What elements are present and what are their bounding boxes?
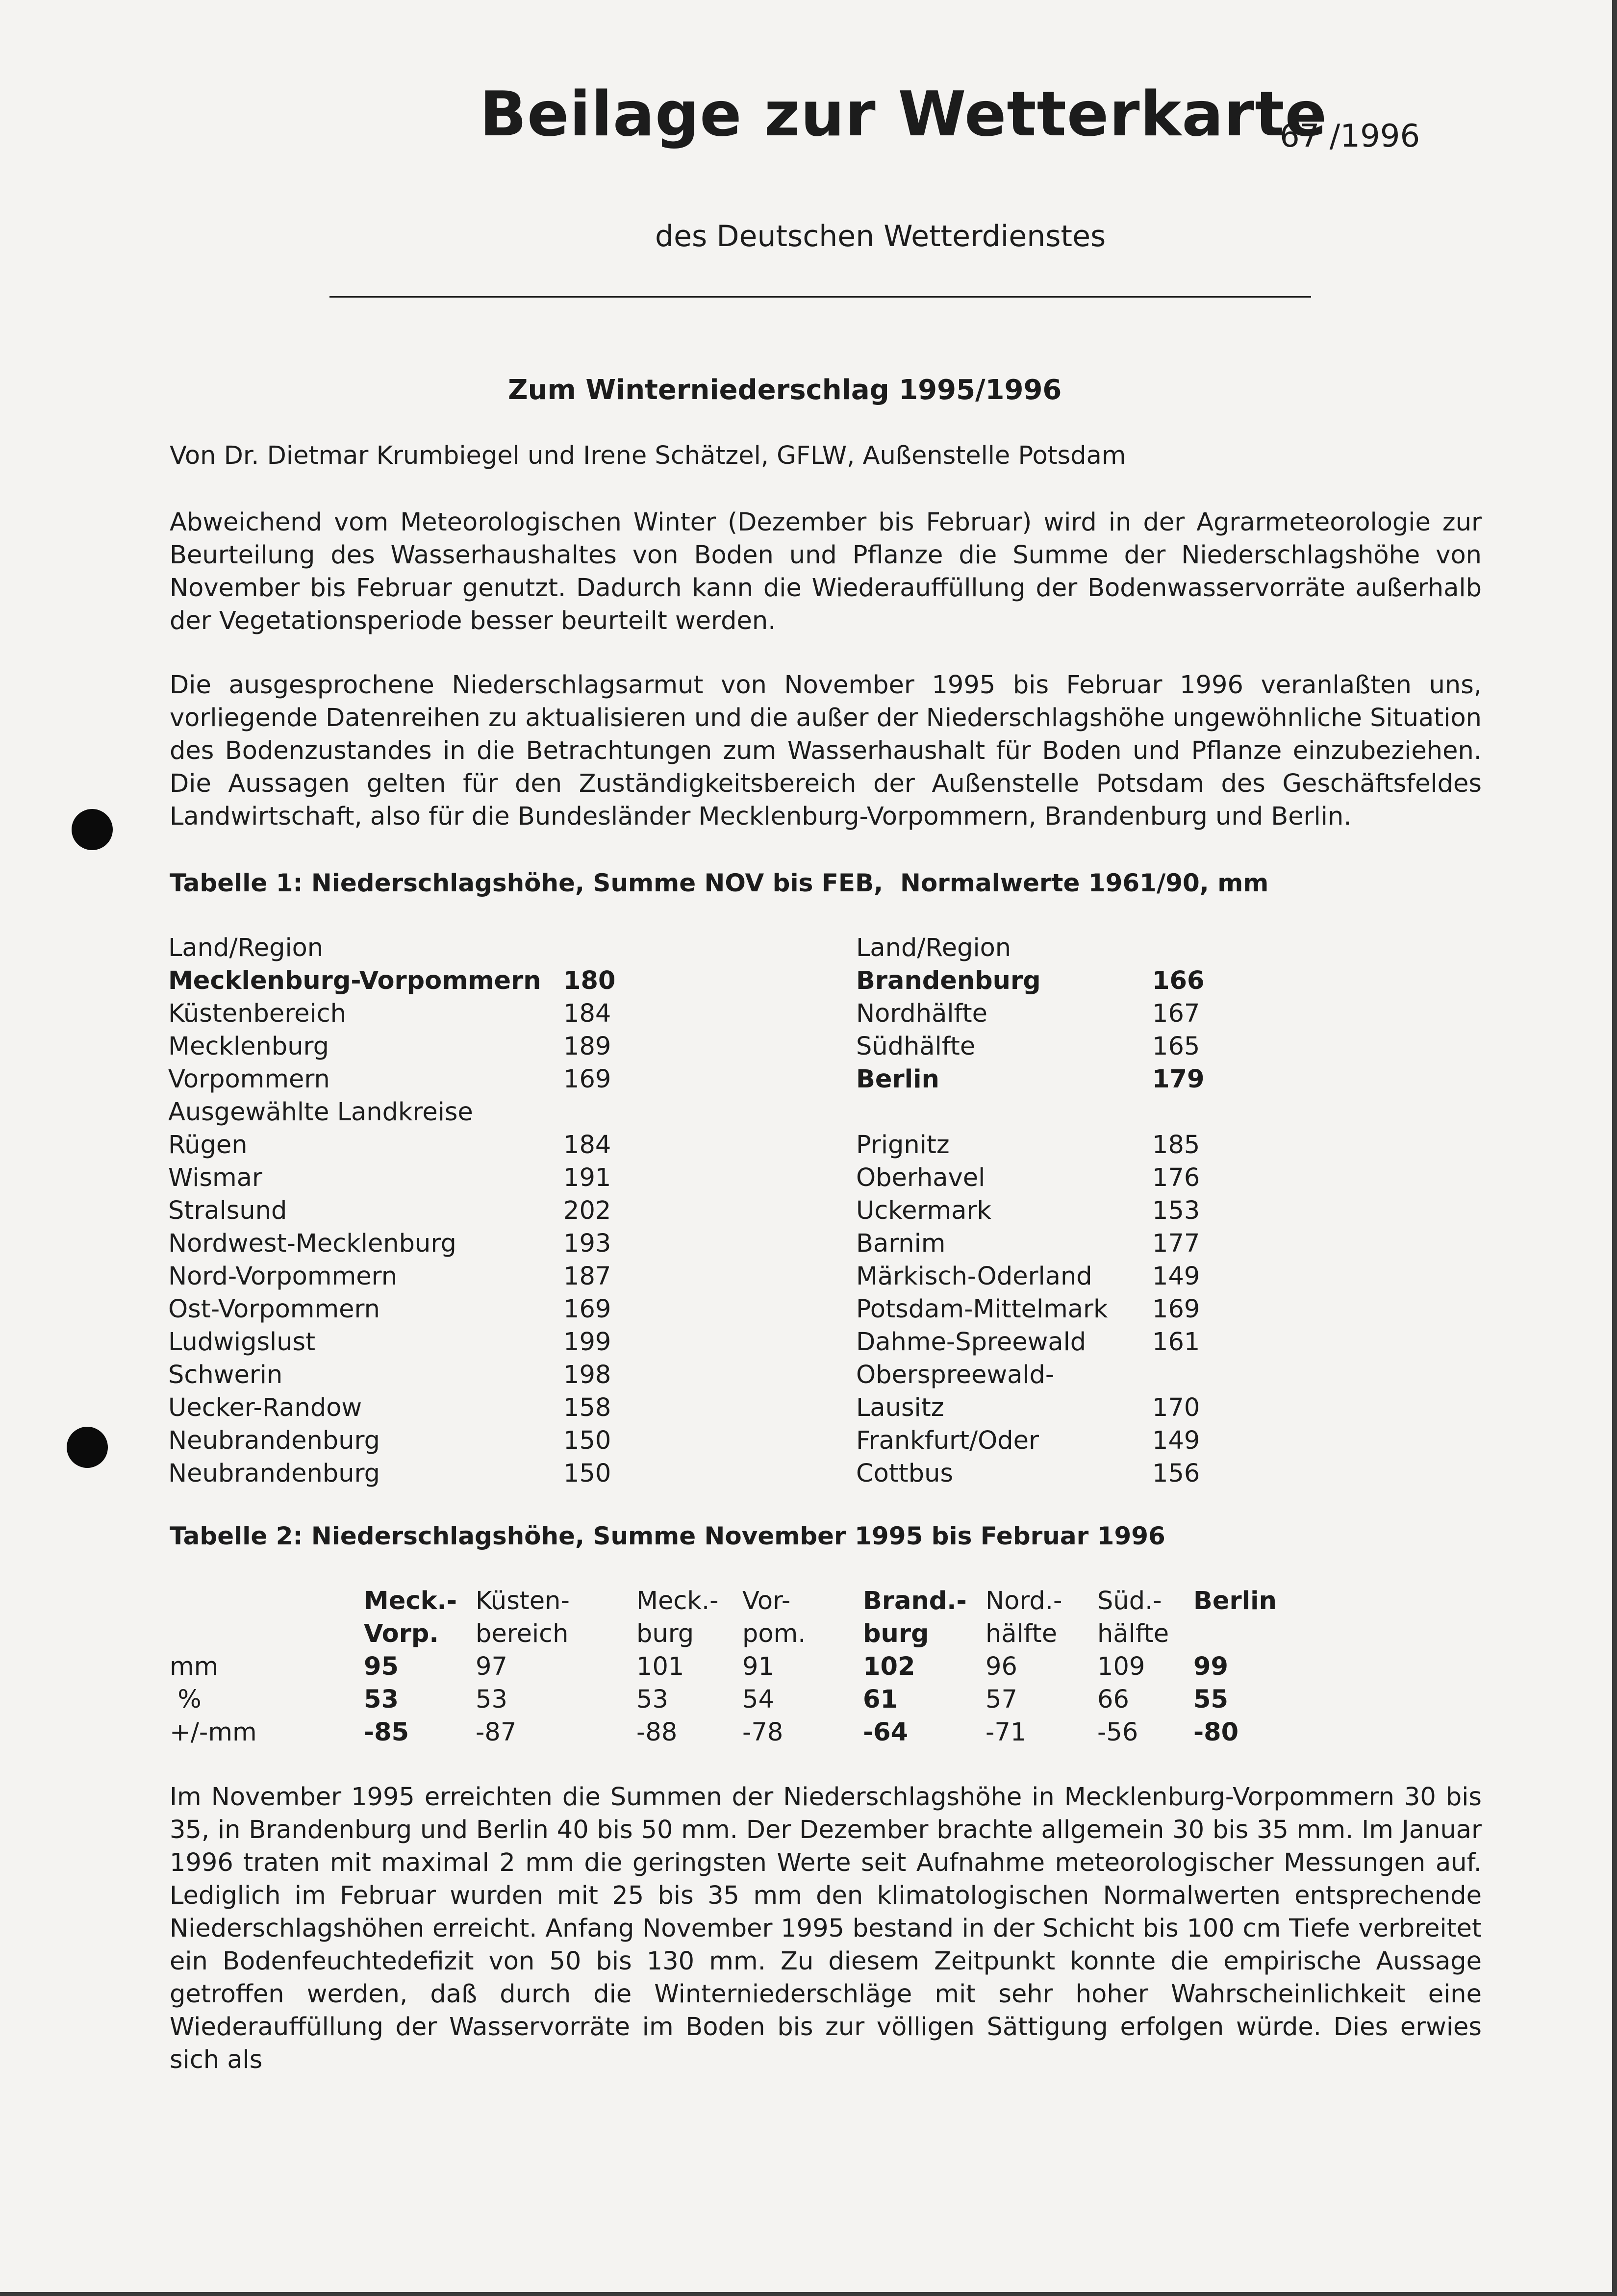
row-label: Dahme-Spreewald: [856, 1328, 1086, 1357]
article-heading: Zum Winterniederschlag 1995/1996: [508, 374, 1062, 406]
header-cell: bereich: [476, 1619, 569, 1648]
row-label: Prignitz: [856, 1131, 950, 1160]
row-label: Ludwigslust: [168, 1328, 316, 1357]
table-cell: 53: [636, 1685, 668, 1714]
header-cell: Meck.-: [636, 1587, 719, 1615]
row-label: Neubrandenburg: [168, 1426, 380, 1455]
table-cell: 96: [985, 1652, 1017, 1681]
table-header-row: [170, 1617, 1277, 1650]
row-value: 166: [1152, 966, 1205, 995]
table-cell: -87: [476, 1718, 517, 1747]
row-value: 198: [563, 1361, 611, 1389]
row-value: 169: [1152, 1295, 1200, 1324]
row-value: 191: [563, 1163, 611, 1192]
header-cell: Berlin: [1193, 1587, 1277, 1615]
table-row: [170, 1683, 1277, 1716]
row-value: 177: [1152, 1229, 1200, 1258]
row-label: Schwerin: [168, 1361, 283, 1389]
table-row: [170, 1650, 1277, 1683]
row-label: Oberspreewald-: [856, 1361, 1055, 1389]
table-row: [168, 1391, 611, 1424]
header-cell: Nord.-: [985, 1587, 1062, 1615]
table-row: [856, 1129, 1200, 1161]
row-label: Küstenbereich: [168, 999, 347, 1028]
row-label: Märkisch-Oderland: [856, 1262, 1092, 1291]
table-cell: 95: [364, 1652, 399, 1681]
table-row: [168, 1457, 611, 1490]
table-row: [856, 1063, 1205, 1096]
table-cell: 102: [863, 1652, 915, 1681]
row-label: Ost-Vorpommern: [168, 1295, 380, 1324]
row-label: Lausitz: [856, 1393, 944, 1422]
row-value: 189: [563, 1032, 611, 1061]
header-cell: [170, 1617, 364, 1650]
row-value: 180: [563, 966, 616, 995]
table-cell: 61: [863, 1685, 898, 1714]
table-row: [168, 1129, 611, 1161]
header-cell: burg: [863, 1619, 929, 1648]
row-value: 170: [1152, 1393, 1200, 1422]
row-value: 193: [563, 1229, 611, 1258]
row-value: 161: [1152, 1328, 1200, 1357]
row-value: 187: [563, 1262, 611, 1291]
row-value: 169: [563, 1295, 611, 1324]
row-label: Neubrandenburg: [168, 1459, 380, 1488]
table2: [170, 1585, 1277, 1749]
table-row: [856, 1161, 1200, 1194]
row-value: 169: [563, 1065, 611, 1094]
row-label: Berlin: [856, 1065, 939, 1094]
table-row: [168, 1359, 611, 1391]
row-label: Potsdam-Mittelmark: [856, 1295, 1108, 1324]
paragraph-2: Die ausgesprochene Niederschlagsarmut von November 1995 bis Februar 1996 veranlaßten uns, vorliegende Datenreihen zu aktualisieren und die außer der Niederschlagshöhe ungewöhnliche Situation des Bodenzustandes in die Betrachtungen zum Wasserhaushalt für Boden und Pflanze einzubeziehen. Die Aussagen gelten für den Zuständigkeitsbereich der Außenstelle Potsdam des Geschäftsfeldes Landwirtschaft, also für die Bundesländer Mecklenburg-Vorpommern, Brandenburg und Berlin.: [170, 671, 1482, 831]
table-cell: -85: [364, 1718, 409, 1747]
row-value: 167: [1152, 999, 1200, 1028]
table-row: [170, 1716, 1277, 1749]
table-row: [856, 1424, 1200, 1457]
row-label: Rügen: [168, 1131, 248, 1160]
table-row: [856, 1391, 1200, 1424]
row-value: 179: [1152, 1065, 1205, 1094]
table-row: [856, 1326, 1200, 1359]
table-row: [168, 1260, 611, 1293]
row-value: 150: [563, 1426, 611, 1455]
table-row: [168, 932, 541, 964]
row-value: 176: [1152, 1163, 1200, 1192]
table-cell: 99: [1193, 1652, 1228, 1681]
table-cell: -78: [742, 1718, 783, 1747]
row-value: 202: [563, 1196, 611, 1225]
table1-caption: Tabelle 1: Niederschlagshöhe, Summe NOV bis FEB, Normalwerte 1961/90, mm: [170, 869, 1269, 897]
header-cell: Brand.-: [863, 1587, 967, 1615]
table-row: [168, 1063, 611, 1096]
table-cell: 91: [742, 1652, 774, 1681]
row-label: Land/Region: [168, 934, 324, 962]
row-value: 150: [563, 1459, 611, 1488]
table1-right-column: [856, 932, 1205, 1490]
header-cell: hälfte: [985, 1619, 1058, 1648]
table-row: [168, 1424, 611, 1457]
row-value: 165: [1152, 1032, 1200, 1061]
table-row: [856, 1457, 1200, 1490]
row-label: %: [170, 1685, 202, 1714]
row-label: Mecklenburg-Vorpommern: [168, 966, 541, 995]
table-cell: -64: [863, 1718, 909, 1747]
header-cell: pom.: [742, 1619, 806, 1648]
table-cell: 57: [985, 1685, 1017, 1714]
table-row: [856, 964, 1205, 997]
table-cell: 101: [636, 1652, 684, 1681]
header-cell: burg: [636, 1619, 694, 1648]
row-label: Brandenburg: [856, 966, 1041, 995]
table-cell: 53: [364, 1685, 399, 1714]
header-cell: [1193, 1617, 1277, 1650]
table-row: [168, 1030, 611, 1063]
table-cell: -88: [636, 1718, 678, 1747]
table-cell: 55: [1193, 1685, 1228, 1714]
table-row: [168, 1293, 611, 1326]
row-label: Nord-Vorpommern: [168, 1262, 398, 1291]
table-row: [168, 1227, 611, 1260]
table-cell: 54: [742, 1685, 774, 1714]
table-row: [856, 1359, 1108, 1391]
table-header-row: [170, 1585, 1277, 1617]
row-label: Wismar: [168, 1163, 262, 1192]
row-label: +/-mm: [170, 1718, 257, 1747]
table-cell: -71: [985, 1718, 1027, 1747]
header-cell: [170, 1585, 364, 1617]
table-row: [856, 1030, 1200, 1063]
row-label: Mecklenburg: [168, 1032, 329, 1061]
row-value: 184: [563, 999, 611, 1028]
header-divider: [329, 296, 1311, 298]
table-cell: 66: [1097, 1685, 1129, 1714]
table-cell: -80: [1193, 1718, 1239, 1747]
table-cell: 109: [1097, 1652, 1145, 1681]
row-value: 199: [563, 1328, 611, 1357]
table-row: [856, 1260, 1200, 1293]
table-row: [856, 1194, 1200, 1227]
scan-edge-bottom: [0, 2292, 1617, 2296]
table-cell: -56: [1097, 1718, 1138, 1747]
table-row: [168, 964, 616, 997]
punch-hole-icon: [67, 1427, 108, 1468]
paragraph-1: Abweichend vom Meteorologischen Winter (Dezember bis Februar) wird in der Agrarmeteorologie zur Beurteilung des Wasserhaushaltes von Boden und Pflanze die Summe der Niederschlagshöhe von November bis Februar genutzt. Dadurch kann die Wiederauffüllung der Bodenwasservorräte außerhalb der Vegetationsperiode besser beurteilt werden.: [170, 508, 1482, 635]
row-label: Cottbus: [856, 1459, 954, 1488]
row-label: Uckermark: [856, 1196, 991, 1225]
row-value: 158: [563, 1393, 611, 1422]
table-cell: 97: [476, 1652, 507, 1681]
masthead-subtitle: des Deutschen Wetterdienstes: [655, 219, 1106, 253]
table-row: [856, 1227, 1200, 1260]
header-cell: Küsten-: [476, 1587, 570, 1615]
masthead-title: Beilage zur Wetterkarte: [480, 78, 1328, 150]
table2-caption: Tabelle 2: Niederschlagshöhe, Summe November 1995 bis Februar 1996: [170, 1522, 1165, 1550]
row-label: Nordhälfte: [856, 999, 987, 1028]
header-cell: Vorp.: [364, 1619, 439, 1648]
table1-left-column: [168, 932, 616, 1490]
row-label: Uecker-Randow: [168, 1393, 362, 1422]
punch-hole-icon: [72, 809, 113, 850]
table-row: [856, 1293, 1200, 1326]
row-label: Südhälfte: [856, 1032, 976, 1061]
table-row: [856, 997, 1200, 1030]
row-value: 153: [1152, 1196, 1200, 1225]
table-row: [168, 1161, 611, 1194]
header-cell: Meck.-: [364, 1587, 457, 1615]
scan-edge-right: [1612, 0, 1617, 2296]
row-label: Nordwest-Mecklenburg: [168, 1229, 456, 1258]
table-cell: 53: [476, 1685, 507, 1714]
header-cell: hälfte: [1097, 1619, 1169, 1648]
header-cell: Süd.-: [1097, 1587, 1162, 1615]
row-label: Land/Region: [856, 934, 1011, 962]
row-label: Stralsund: [168, 1196, 287, 1225]
issue-number: 67 /1996: [1280, 118, 1420, 154]
paragraph-3: Im November 1995 erreichten die Summen der Niederschlagshöhe in Mecklenburg-Vorpommern 30 bis 35, in Brandenburg und Berlin 40 bis 50 mm. Der Dezember brachte allgemein 30 bis 35 mm. Im Januar 1996 traten mit maximal 2 mm die geringsten Werte seit Aufnahme meteorologischer Messungen auf. Lediglich im Februar wurden mit 25 bis 35 mm den klimatologischen Normalwerten entsprechende Niederschlagshöhen erreicht. Anfang November 1995 bestand in der Schicht bis 100 cm Tiefe verbreitet ein Bodenfeuchtedefizit von 50 bis 130 mm. Zu diesem Zeitpunkt konnte die empirische Aussage getroffen werden, daß durch die Winterniederschläge mit sehr hoher Wahrscheinlichkeit eine Wiederauffüllung der Wasservorräte im Boden bis zur völligen Sättigung erfolgen würde. Dies erwies sich als: [170, 1783, 1482, 2074]
table-row: [856, 1096, 1108, 1129]
table-row: [856, 932, 1108, 964]
row-label: Oberhavel: [856, 1163, 985, 1192]
row-value: 149: [1152, 1262, 1200, 1291]
table-row: [168, 1194, 611, 1227]
row-label: mm: [170, 1652, 219, 1681]
row-label: Vorpommern: [168, 1065, 330, 1094]
table-row: [168, 1096, 541, 1129]
row-value: 156: [1152, 1459, 1200, 1488]
article-authors: Von Dr. Dietmar Krumbiegel und Irene Schätzel, GFLW, Außenstelle Potsdam: [170, 441, 1126, 470]
row-value: 149: [1152, 1426, 1200, 1455]
row-value: 184: [563, 1131, 611, 1160]
header-cell: Vor-: [742, 1587, 791, 1615]
table-row: [168, 1326, 611, 1359]
table-row: [168, 997, 611, 1030]
row-value: 185: [1152, 1131, 1200, 1160]
row-label: Barnim: [856, 1229, 946, 1258]
row-label: Frankfurt/Oder: [856, 1426, 1039, 1455]
row-label: Ausgewählte Landkreise: [168, 1098, 473, 1127]
